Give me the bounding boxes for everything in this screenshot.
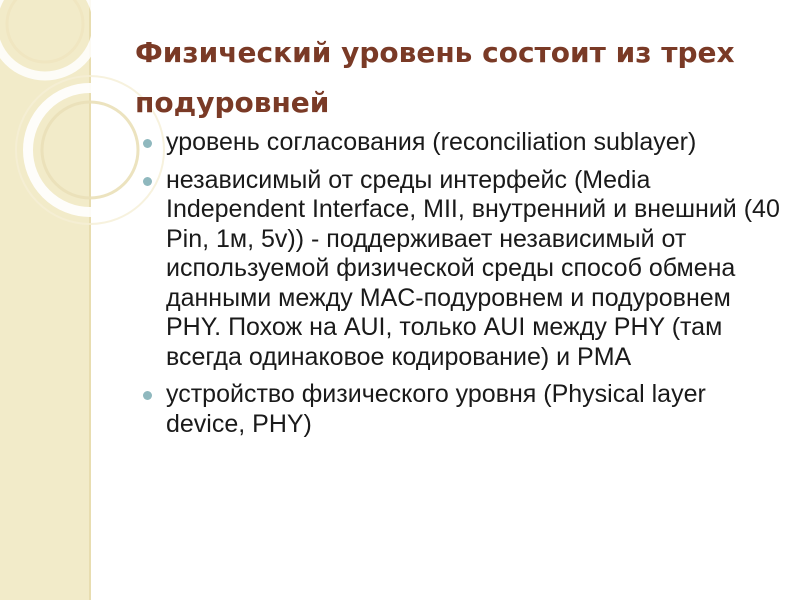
list-item: [140, 128, 780, 158]
bullet-text: независимый от среды интерфейс (Media Independent Interface, MII, внутренний и внешний (40 Pin, 1м, 5v)) - поддерживает независимый от используемой физической среды способ обмена данными между MAC-подуровнем и подуровнем PHY. Похож на AUI, только AUI между PHY (там всегда одинаковое кодирование) и PMA: [166, 165, 780, 371]
round-bullet-icon: [143, 139, 152, 148]
round-bullet-icon: [143, 391, 152, 400]
bullet-list: [140, 128, 780, 447]
bullet-text: устройство физического уровня (Physical layer device, PHY): [166, 380, 706, 438]
bullet-text: уровень согласования (reconciliation sublayer): [166, 128, 697, 156]
list-item: [140, 166, 780, 373]
list-item: [140, 380, 780, 439]
round-bullet-icon: [143, 177, 152, 186]
slide-title: Физический уровень состоит из трех подуровней: [135, 36, 735, 119]
